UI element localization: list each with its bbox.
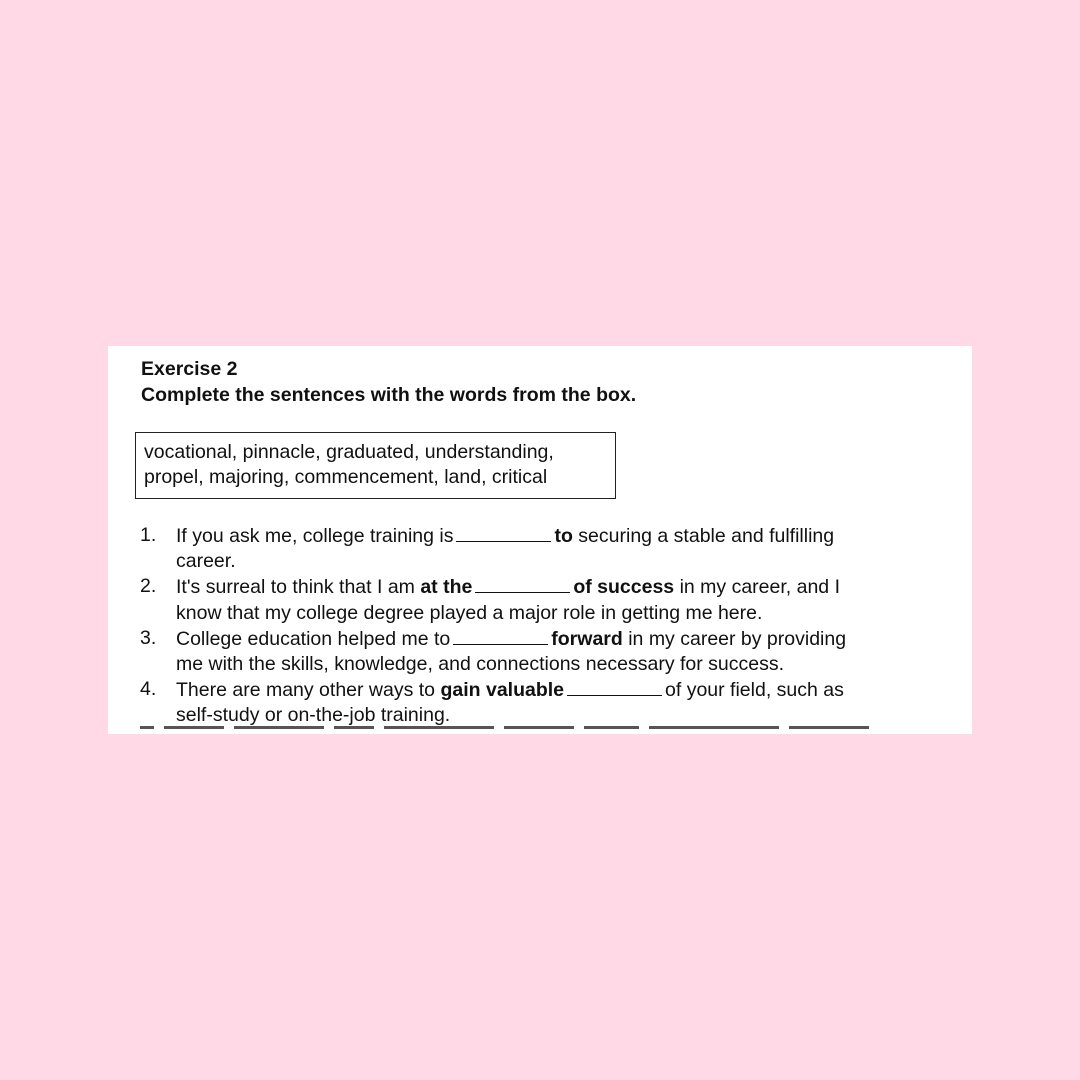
sentence-list xyxy=(108,523,972,729)
item-line xyxy=(176,677,922,703)
exercise-card xyxy=(108,346,972,734)
exercise-instruction: Complete the sentences with the words from the box. xyxy=(141,384,637,406)
item-bold-text: gain valuable xyxy=(440,679,565,702)
item-line: self-study or on-the-job training. xyxy=(176,704,451,727)
item-text: in my career by providing xyxy=(628,627,847,650)
list-item xyxy=(108,574,972,625)
list-item xyxy=(108,523,972,574)
item-number: 4. xyxy=(140,678,157,701)
answer-blank[interactable] xyxy=(475,574,570,593)
item-number: 1. xyxy=(140,524,157,546)
word-box-line: vocational, pinnacle, graduated, understanding, xyxy=(144,441,554,463)
item-line xyxy=(176,626,922,652)
exercise-title: Exercise 2 xyxy=(141,358,238,380)
word-box-line: propel, majoring, commencement, land, critical xyxy=(144,466,548,488)
item-text: of your field, such as xyxy=(665,679,844,702)
item-text: securing a stable and fulfilling xyxy=(578,525,835,547)
item-text: There are many other ways to xyxy=(176,679,436,702)
item-number: 2. xyxy=(140,575,157,598)
item-bold-text: at the xyxy=(420,576,473,599)
item-text: College education helped me to xyxy=(176,627,451,650)
item-line: me with the skills, knowledge, and connections necessary for success. xyxy=(176,653,785,676)
answer-blank[interactable] xyxy=(567,677,662,696)
list-item xyxy=(108,626,972,677)
list-item xyxy=(108,677,972,728)
answer-blank[interactable] xyxy=(456,523,551,542)
item-line: know that my college degree played a major role in getting me here. xyxy=(176,601,763,624)
item-number: 3. xyxy=(140,626,157,649)
cropped-text-line xyxy=(140,726,940,734)
item-text: It's surreal to think that I am xyxy=(176,576,415,599)
answer-blank[interactable] xyxy=(453,626,548,645)
item-bold-text: to xyxy=(554,525,573,547)
item-bold-text: forward xyxy=(551,627,623,650)
item-text: in my career, and I xyxy=(679,576,840,599)
word-box xyxy=(135,432,616,499)
item-line: career. xyxy=(176,550,236,573)
item-text: If you ask me, college training is xyxy=(176,525,454,547)
item-line xyxy=(176,574,922,600)
item-bold-text: of success xyxy=(573,576,675,599)
item-line xyxy=(176,523,922,549)
